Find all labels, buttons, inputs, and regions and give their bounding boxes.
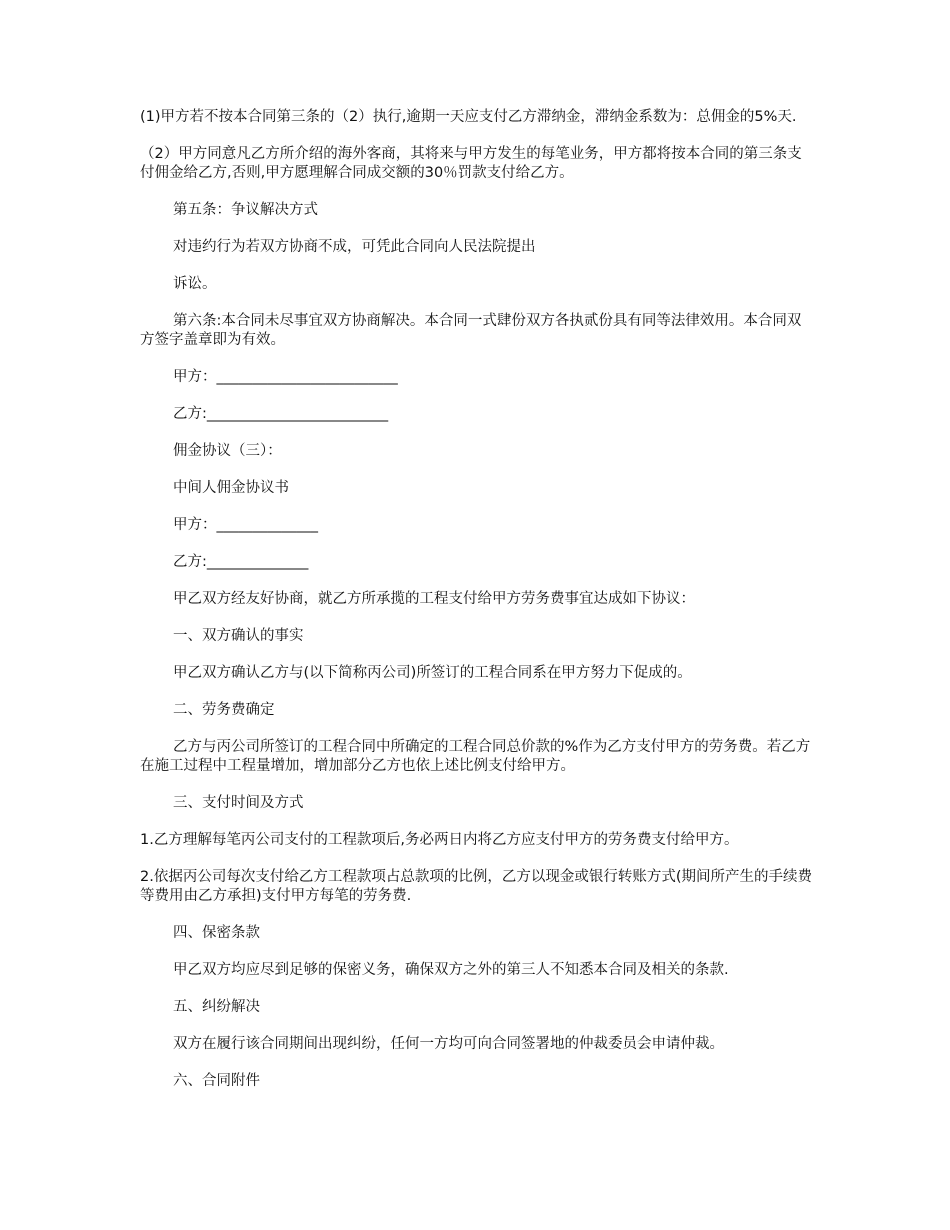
party-b-signature-line: 乙方:_________________________	[173, 406, 389, 422]
section-2-heading: 二、劳务费确定	[173, 702, 275, 718]
section-1-text: 甲乙双方确认乙方与(以下简称丙公司)所签订的工程合同系在甲方努力下促成的。	[173, 665, 692, 681]
agreement-3-heading: 佣金协议（三）：	[173, 443, 282, 459]
clause-4-1: (1)甲方若不按本合同第三条的（2）执行,逾期一天应支付乙方滞纳金，滞纳金系数为：总佣金的5%天.	[140, 109, 797, 125]
section-4-heading: 四、保密条款	[173, 925, 260, 941]
section-3-item-2: 2.依据丙公司每次支付给乙方工程款项占总款项的比例，乙方以现金或银行转账方式(期间所产生的手续费等费用由乙方承担)支付甲方每笔的劳务费.	[140, 869, 812, 904]
article-5-text-continued: 诉讼。	[173, 276, 217, 292]
party-a-field: 甲方：______________	[173, 517, 318, 533]
clause-4-2: （2）甲方同意凡乙方所介绍的海外客商，其将来与甲方发生的每笔业务，甲方都将按本合同的第三条支付佣金给乙方,否则,甲方愿理解合同成交额的30％罚款支付给乙方。	[140, 146, 802, 181]
document-body	[140, 108, 812, 1109]
section-5-text: 双方在履行该合同期间出现纠纷，任何一方均可向合同签署地的仲裁委员会申请仲裁。	[173, 1036, 724, 1052]
section-1-heading: 一、双方确认的事实	[173, 628, 304, 644]
article-5-text: 对违约行为若双方协商不成，可凭此合同向人民法院提出	[173, 239, 536, 255]
section-3-item-1: 1.乙方理解每笔丙公司支付的工程款项后,务必两日内将乙方应支付甲方的劳务费支付给甲方。	[140, 832, 739, 848]
section-5-heading: 五、纠纷解决	[173, 999, 260, 1015]
agreement-title: 中间人佣金协议书	[173, 480, 289, 496]
section-3-heading: 三、支付时间及方式	[173, 795, 304, 811]
party-a-signature-line: 甲方：_________________________	[173, 369, 398, 385]
article-6: 第六条:本合同未尽事宜双方协商解决。本合同一式肆份双方各执贰份具有同等法律效用。本合同双方签字盖章即为有效。	[140, 313, 802, 348]
agreement-intro: 甲乙双方经友好协商，就乙方所承揽的工程支付给甲方劳务费事宜达成如下协议：	[173, 591, 695, 607]
party-b-field: 乙方:______________	[173, 554, 309, 570]
section-4-text: 甲乙双方均应尽到足够的保密义务，确保双方之外的第三人不知悉本合同及相关的条款.	[173, 962, 729, 978]
section-2-text: 乙方与丙公司所签订的工程合同中所确定的工程合同总价款的%作为乙方支付甲方的劳务费。若乙方在施工过程中工程量增加，增加部分乙方也依上述比例支付给甲方。	[140, 739, 811, 774]
article-5-heading: 第五条：争议解决方式	[173, 202, 318, 218]
section-6-heading: 六、合同附件	[173, 1073, 260, 1089]
